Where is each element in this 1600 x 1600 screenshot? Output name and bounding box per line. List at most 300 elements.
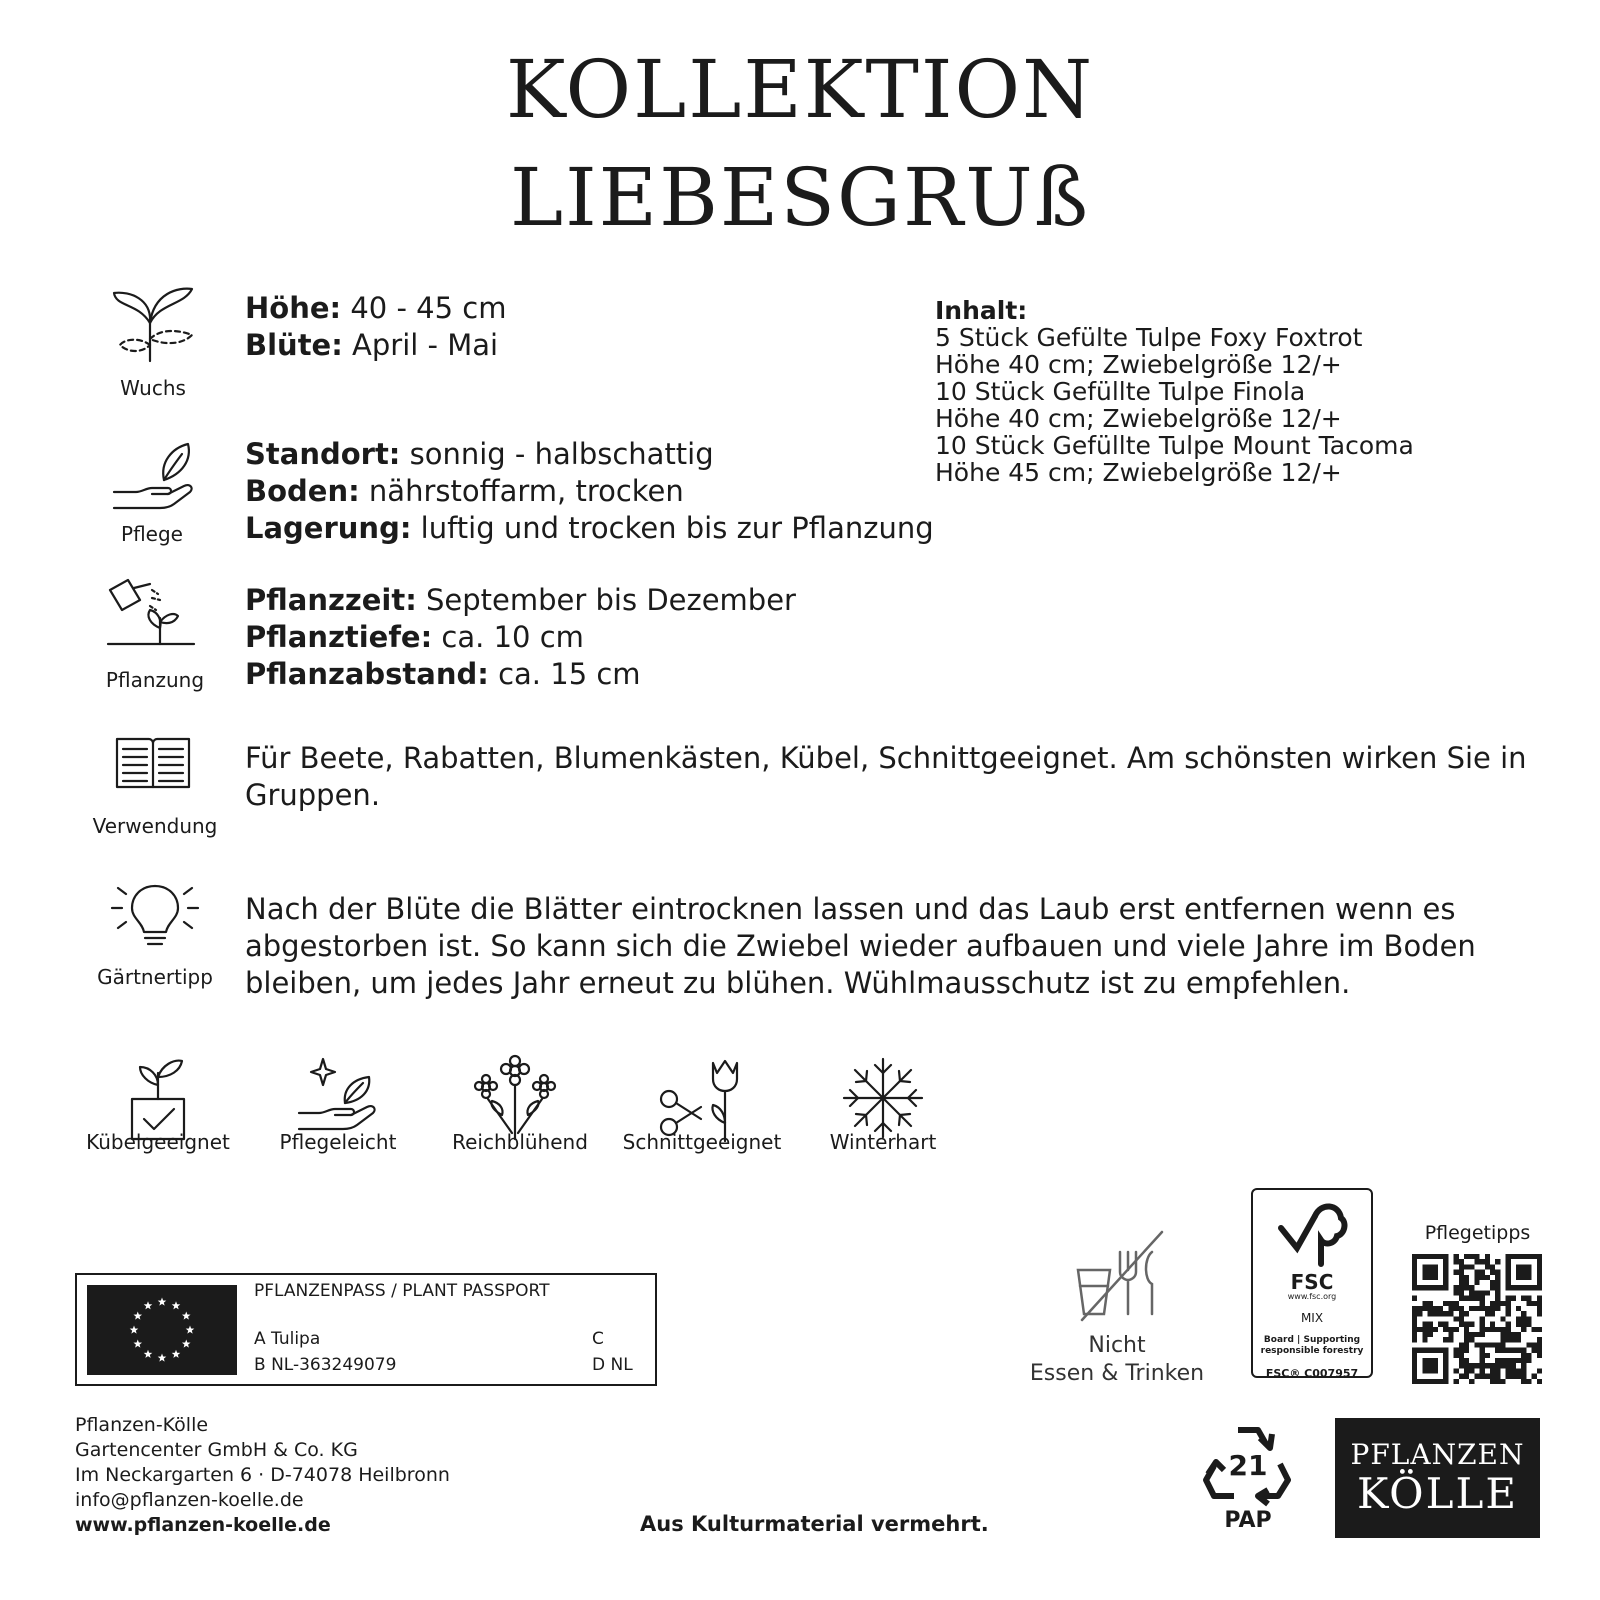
address-line: Pflanzen-Kölle	[75, 1414, 209, 1436]
pflege-info	[245, 436, 934, 547]
qr-module	[1506, 1311, 1511, 1316]
qr-module	[1537, 1353, 1542, 1358]
company-address	[75, 1413, 450, 1538]
qr-module	[1412, 1337, 1417, 1342]
qr-module	[1490, 1374, 1495, 1379]
inhalt-heading: Inhalt:	[935, 296, 1028, 325]
qr-module	[1459, 1296, 1464, 1301]
fsc-tree-check-icon	[1275, 1198, 1349, 1268]
passport-c: C	[592, 1329, 604, 1349]
qr-module	[1474, 1270, 1479, 1275]
qr-module	[1454, 1270, 1459, 1275]
qr-module	[1516, 1348, 1521, 1353]
inhalt-line: 5 Stück Gefülte Tulpe Foxy Foxtrot	[935, 323, 1363, 352]
qr-module	[1454, 1368, 1459, 1373]
qr-module	[1454, 1353, 1459, 1358]
qr-module	[1454, 1316, 1459, 1321]
qr-module	[1526, 1353, 1531, 1358]
qr-module	[1495, 1275, 1500, 1280]
qr-module	[1480, 1270, 1485, 1275]
qr-module	[1464, 1311, 1469, 1316]
qr-module	[1474, 1259, 1479, 1264]
qr-module	[1469, 1296, 1474, 1301]
qr-module	[1506, 1306, 1511, 1311]
qr-module	[1485, 1259, 1490, 1264]
qr-module	[1448, 1327, 1453, 1332]
qr-module	[1422, 1301, 1427, 1306]
qr-module	[1474, 1254, 1479, 1259]
qr-module	[1459, 1322, 1464, 1327]
qr-module	[1469, 1285, 1474, 1290]
qr-module	[1422, 1358, 1438, 1374]
qr-module	[1464, 1322, 1469, 1327]
qr-module	[1417, 1306, 1422, 1311]
qr-module	[1480, 1358, 1485, 1363]
inhalt-line: 10 Stück Gefüllte Tulpe Mount Tacoma	[935, 431, 1414, 460]
qr-module	[1500, 1301, 1505, 1306]
qr-module	[1438, 1311, 1443, 1316]
qr-module	[1428, 1327, 1433, 1332]
qr-module	[1422, 1337, 1427, 1342]
info-row: Höhe: 40 - 45 cm	[245, 291, 507, 325]
qr-module	[1532, 1327, 1537, 1332]
qr-module	[1495, 1296, 1500, 1301]
qr-module	[1490, 1363, 1495, 1368]
qr-module	[1506, 1374, 1511, 1379]
qr-module	[1422, 1306, 1427, 1311]
feature-label: Pflegeleicht	[279, 1130, 397, 1154]
qr-module	[1495, 1306, 1500, 1311]
qr-module	[1485, 1353, 1490, 1358]
qr-module	[1490, 1301, 1495, 1306]
qr-module	[1474, 1342, 1479, 1347]
qr-module	[1412, 1296, 1417, 1301]
qr-module	[1464, 1285, 1469, 1290]
pflanzung-info	[245, 582, 796, 693]
qr-module	[1490, 1322, 1495, 1327]
qr-module	[1495, 1301, 1500, 1306]
qr-module	[1511, 1332, 1516, 1337]
qr-module	[1495, 1374, 1500, 1379]
qr-module	[1469, 1379, 1474, 1384]
qr-module	[1459, 1358, 1464, 1363]
gaertnertipp-label: Gärtnertipp	[97, 965, 213, 989]
qr-module	[1464, 1358, 1469, 1363]
qr-module	[1521, 1322, 1526, 1327]
qr-module	[1469, 1264, 1474, 1269]
fsc-claim2: responsible forestry	[1260, 1346, 1364, 1356]
qr-module	[1459, 1363, 1464, 1368]
page-title-line1: KOLLEKTION	[505, 43, 1095, 136]
qr-module	[1474, 1332, 1479, 1337]
qr-module	[1480, 1363, 1485, 1368]
qr-module	[1490, 1285, 1495, 1290]
lightbulb-icon	[110, 880, 200, 950]
qr-module	[1506, 1358, 1511, 1363]
qr-module	[1506, 1368, 1511, 1373]
qr-module	[1521, 1316, 1526, 1321]
qr-module	[1412, 1327, 1417, 1332]
qr-module	[1443, 1301, 1448, 1306]
qr-module	[1480, 1259, 1485, 1264]
qr-module	[1537, 1342, 1542, 1347]
email-link[interactable]: info@pflanzen-koelle.de	[75, 1489, 304, 1511]
qr-module	[1474, 1306, 1479, 1311]
qr-module	[1464, 1264, 1469, 1269]
qr-module	[1474, 1374, 1479, 1379]
qr-module	[1412, 1311, 1417, 1316]
qr-module	[1500, 1337, 1505, 1342]
snowflake-icon	[840, 1055, 926, 1141]
qr-module	[1521, 1311, 1526, 1316]
qr-module	[1448, 1332, 1453, 1337]
qr-module	[1521, 1374, 1526, 1379]
qr-module	[1537, 1311, 1542, 1316]
open-book-icon	[113, 733, 193, 793]
qr-module	[1490, 1264, 1495, 1269]
qr-module	[1521, 1363, 1526, 1368]
qr-module	[1428, 1332, 1433, 1337]
qr-module	[1490, 1306, 1495, 1311]
verwendung-label: Verwendung	[92, 814, 218, 838]
qr-module	[1485, 1311, 1490, 1316]
fsc-claim1: Board | Supporting	[1263, 1335, 1361, 1345]
wuchs-label: Wuchs	[120, 376, 186, 400]
qr-module	[1500, 1358, 1505, 1363]
qr-module	[1490, 1327, 1495, 1332]
qr-module	[1506, 1337, 1511, 1342]
qr-module	[1495, 1342, 1500, 1347]
qr-module	[1511, 1368, 1516, 1373]
qr-module	[1459, 1280, 1464, 1285]
pflanzung-label: Pflanzung	[105, 668, 205, 692]
eu-flag-icon	[87, 1285, 237, 1375]
qr-module	[1433, 1311, 1438, 1316]
qr-module	[1532, 1301, 1537, 1306]
qr-module	[1516, 1316, 1521, 1321]
qr-module	[1480, 1306, 1485, 1311]
qr-module	[1474, 1275, 1479, 1280]
qr-module	[1443, 1327, 1448, 1332]
address-line: Gartencenter GmbH & Co. KG	[75, 1439, 358, 1461]
qr-module	[1422, 1264, 1438, 1280]
qr-module	[1495, 1285, 1500, 1290]
qr-module	[1485, 1275, 1490, 1280]
hand-leaf-icon	[110, 440, 200, 515]
qr-module	[1495, 1259, 1500, 1264]
qr-module	[1443, 1322, 1448, 1327]
qr-module	[1459, 1311, 1464, 1316]
qr-module	[1500, 1332, 1505, 1337]
qr-module	[1511, 1363, 1516, 1368]
inhalt-block	[935, 297, 1414, 486]
qr-module	[1459, 1275, 1464, 1280]
qr-module	[1521, 1368, 1526, 1373]
qr-module	[1526, 1358, 1531, 1363]
qr-module	[1485, 1342, 1490, 1347]
qr-module	[1495, 1280, 1500, 1285]
qr-module	[1448, 1337, 1453, 1342]
qr-module	[1521, 1348, 1526, 1353]
qr-module	[1433, 1306, 1438, 1311]
qr-module	[1490, 1311, 1495, 1316]
qr-module	[1521, 1358, 1526, 1363]
qr-module	[1500, 1316, 1505, 1321]
qr-module	[1495, 1290, 1500, 1295]
passport-d: D NL	[592, 1355, 633, 1375]
qr-module	[1495, 1363, 1500, 1368]
plant-passport	[75, 1273, 657, 1386]
qr-module	[1490, 1270, 1495, 1275]
fsc-code: FSC® C007957	[1265, 1367, 1359, 1380]
qr-module	[1464, 1348, 1469, 1353]
qr-module	[1516, 1322, 1521, 1327]
qr-module	[1469, 1363, 1474, 1368]
qr-module	[1464, 1363, 1469, 1368]
qr-module	[1500, 1342, 1505, 1347]
qr-module	[1521, 1379, 1526, 1384]
qr-module	[1511, 1296, 1516, 1301]
inhalt-line: Höhe 40 cm; Zwiebelgröße 12/+	[935, 404, 1342, 433]
wuchs-info	[245, 290, 506, 364]
qr-module	[1532, 1374, 1537, 1379]
qr-module	[1516, 1264, 1532, 1280]
qr-module	[1422, 1322, 1427, 1327]
qr-module	[1526, 1379, 1531, 1384]
qr-module	[1443, 1337, 1448, 1342]
qr-module	[1417, 1327, 1422, 1332]
qr-module	[1474, 1296, 1479, 1301]
qr-module	[1422, 1327, 1427, 1332]
qr-module	[1480, 1275, 1485, 1280]
qr-module	[1537, 1379, 1542, 1384]
qr-module	[1511, 1337, 1516, 1342]
qr-module	[1433, 1327, 1438, 1332]
qr-module	[1459, 1342, 1464, 1347]
qr-module	[1469, 1368, 1474, 1373]
qr-code-icon[interactable]	[1412, 1254, 1542, 1384]
qr-module	[1480, 1296, 1485, 1301]
qr-module	[1526, 1316, 1531, 1321]
qr-module	[1485, 1254, 1490, 1259]
qr-module	[1464, 1342, 1469, 1347]
qr-module	[1526, 1296, 1531, 1301]
verwendung-text: Für Beete, Rabatten, Blumenkästen, Kübel, Schnittgeeignet. Am schönsten wirken Sie in Gruppen.	[245, 741, 1527, 812]
qr-module	[1500, 1348, 1505, 1353]
qr-module	[1537, 1368, 1542, 1373]
qr-module	[1459, 1348, 1464, 1353]
fsc-label	[1251, 1188, 1373, 1378]
qr-module	[1469, 1322, 1474, 1327]
qr-module	[1532, 1348, 1537, 1353]
qr-module	[1490, 1342, 1495, 1347]
passport-b: B NL-363249079	[254, 1355, 397, 1375]
qr-module	[1532, 1342, 1537, 1347]
qr-module	[1516, 1332, 1521, 1337]
info-row: Standort: sonnig - halbschattig	[245, 437, 714, 471]
qr-module	[1469, 1290, 1474, 1295]
pflanzen-koelle-logo: PFLANZEN KÖLLE	[1335, 1418, 1540, 1538]
qr-module	[1480, 1332, 1485, 1337]
inhalt-line: Höhe 40 cm; Zwiebelgröße 12/+	[935, 350, 1342, 379]
qr-module	[1511, 1374, 1516, 1379]
qr-module	[1454, 1301, 1459, 1306]
qr-module	[1526, 1342, 1531, 1347]
qr-module	[1469, 1337, 1474, 1342]
qr-module	[1506, 1327, 1511, 1332]
qr-module	[1526, 1322, 1531, 1327]
qr-module	[1412, 1332, 1417, 1337]
qr-module	[1506, 1296, 1511, 1301]
qr-module	[1454, 1327, 1459, 1332]
qr-module	[1422, 1332, 1427, 1337]
qr-module	[1464, 1337, 1469, 1342]
inhalt-line: Höhe 45 cm; Zwiebelgröße 12/+	[935, 458, 1342, 487]
info-row: Lagerung: luftig und trocken bis zur Pflanzung	[245, 511, 934, 545]
qr-module	[1506, 1348, 1511, 1353]
qr-module	[1428, 1306, 1433, 1311]
qr-module	[1480, 1368, 1485, 1373]
qr-module	[1506, 1322, 1511, 1327]
qr-module	[1469, 1332, 1474, 1337]
qr-module	[1495, 1327, 1500, 1332]
qr-module	[1474, 1363, 1479, 1368]
qr-module	[1412, 1316, 1417, 1321]
qr-module	[1480, 1322, 1485, 1327]
qr-module	[1438, 1306, 1443, 1311]
qr-module	[1448, 1311, 1453, 1316]
qr-module	[1464, 1368, 1469, 1373]
info-row: Pflanztiefe: ca. 10 cm	[245, 620, 584, 654]
qr-module	[1459, 1290, 1464, 1295]
qr-module	[1495, 1368, 1500, 1373]
qr-module	[1464, 1275, 1469, 1280]
feature-label: Kübelgeeignet	[86, 1130, 230, 1154]
qr-module	[1480, 1327, 1485, 1332]
qr-module	[1485, 1374, 1490, 1379]
qr-module	[1537, 1337, 1542, 1342]
qr-module	[1464, 1327, 1469, 1332]
qr-module	[1500, 1379, 1505, 1384]
qr-module	[1454, 1379, 1459, 1384]
qr-module	[1428, 1301, 1433, 1306]
qr-label: Pflegetipps	[1424, 1222, 1531, 1244]
qr-module	[1428, 1322, 1433, 1327]
qr-module	[1412, 1322, 1417, 1327]
qr-module	[1480, 1342, 1485, 1347]
qr-module	[1438, 1322, 1443, 1327]
qr-module	[1454, 1259, 1459, 1264]
qr-module	[1480, 1348, 1485, 1353]
qr-module	[1454, 1285, 1459, 1290]
qr-module	[1454, 1254, 1459, 1259]
page-title-line2: LIEBESGRUß	[509, 151, 1091, 244]
qr-module	[1485, 1363, 1490, 1368]
recycling-number: 21	[1228, 1449, 1268, 1482]
qr-module	[1485, 1290, 1490, 1295]
qr-module	[1417, 1311, 1422, 1316]
qr-module	[1459, 1374, 1464, 1379]
qr-module	[1511, 1348, 1516, 1353]
qr-module	[1443, 1311, 1448, 1316]
passport-heading: PFLANZENPASS / PLANT PASSPORT	[254, 1281, 550, 1301]
watering-can-sprout-icon	[104, 578, 199, 663]
qr-module	[1516, 1368, 1521, 1373]
qr-module	[1516, 1358, 1521, 1363]
address-line: Im Neckargarten 6 · D-74078 Heilbronn	[75, 1464, 450, 1486]
qr-module	[1474, 1290, 1479, 1295]
qr-module	[1500, 1327, 1505, 1332]
qr-module	[1454, 1306, 1459, 1311]
qr-module	[1480, 1301, 1485, 1306]
qr-module	[1464, 1296, 1469, 1301]
qr-module	[1459, 1316, 1464, 1321]
qr-module	[1521, 1353, 1526, 1358]
info-row: Pflanzabstand: ca. 15 cm	[245, 657, 641, 691]
qr-module	[1490, 1379, 1495, 1384]
qr-module	[1480, 1316, 1485, 1321]
qr-module	[1490, 1368, 1495, 1373]
qr-module	[1516, 1306, 1521, 1311]
qr-module	[1511, 1358, 1516, 1363]
qr-module	[1537, 1306, 1542, 1311]
gaertnertipp-text: Nach der Blüte die Blätter eintrocknen lassen und das Laub erst entfernen wenn es abgestorben ist. So kann sich die Zwiebel wieder aufbauen und viele Jahre im Boden bleiben, um jedes Jahr erneut zu blühen. Wühlmausschutz ist zu empfehlen.	[245, 892, 1476, 1000]
qr-module	[1537, 1301, 1542, 1306]
footer-note: Aus Kulturmaterial vermehrt.	[640, 1512, 989, 1536]
recycling-code: PAP	[1224, 1508, 1272, 1533]
info-row: Boden: nährstoffarm, trocken	[245, 474, 684, 508]
qr-module	[1495, 1270, 1500, 1275]
sprout-leaves-icon	[108, 283, 198, 368]
website-link[interactable]: www.pflanzen-koelle.de	[75, 1514, 331, 1536]
feature-label: Winterhart	[829, 1130, 937, 1154]
qr-module	[1490, 1280, 1495, 1285]
qr-module	[1448, 1306, 1453, 1311]
qr-module	[1495, 1358, 1500, 1363]
qr-module	[1459, 1306, 1464, 1311]
qr-module	[1516, 1337, 1521, 1342]
qr-module	[1485, 1327, 1490, 1332]
qr-module	[1516, 1374, 1521, 1379]
qr-module	[1521, 1296, 1526, 1301]
qr-module	[1485, 1306, 1490, 1311]
passport-a: A Tulipa	[254, 1329, 321, 1349]
qr-module	[1464, 1332, 1469, 1337]
qr-module	[1459, 1270, 1464, 1275]
qr-module	[1428, 1311, 1433, 1316]
qr-module	[1459, 1285, 1464, 1290]
not-food-icon	[1070, 1228, 1170, 1323]
qr-module	[1464, 1254, 1469, 1259]
qr-module	[1474, 1280, 1479, 1285]
not-food-text: Nicht Essen & Trinken	[1029, 1333, 1205, 1386]
qr-module	[1485, 1264, 1490, 1269]
qr-module	[1495, 1348, 1500, 1353]
fsc-mix: MIX	[1300, 1311, 1324, 1325]
fsc-name: FSC	[1290, 1270, 1334, 1294]
qr-module	[1506, 1301, 1511, 1306]
qr-module	[1506, 1363, 1511, 1368]
qr-module	[1506, 1332, 1511, 1337]
pflege-label: Pflege	[121, 522, 183, 546]
qr-module	[1459, 1259, 1464, 1264]
qr-module	[1521, 1327, 1526, 1332]
qr-module	[1537, 1327, 1542, 1332]
qr-module	[1448, 1301, 1453, 1306]
info-row: Pflanzzeit: September bis Dezember	[245, 583, 796, 617]
qr-module	[1495, 1379, 1500, 1384]
qr-module	[1459, 1353, 1464, 1358]
